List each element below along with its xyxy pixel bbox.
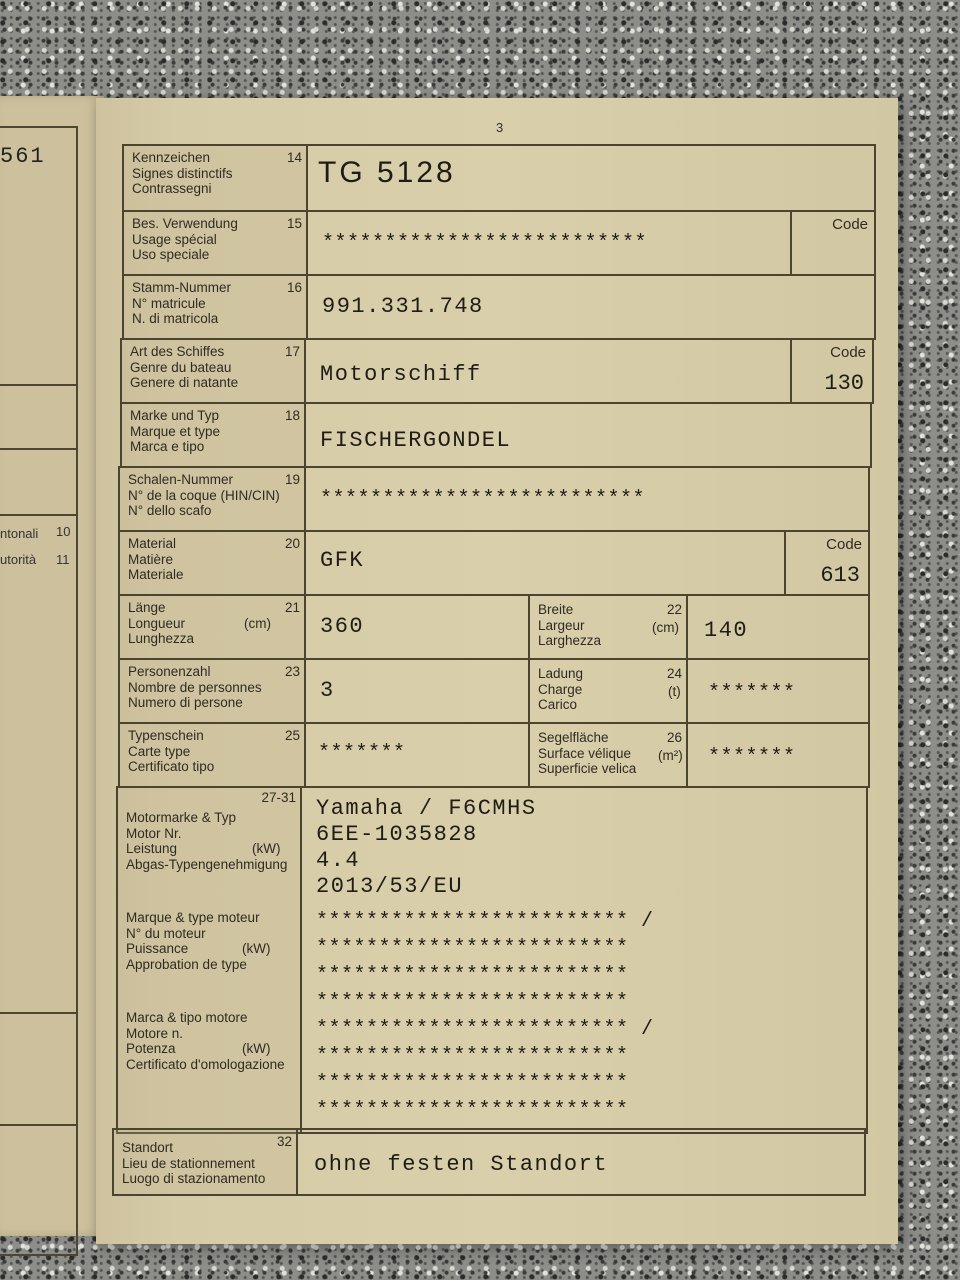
- material-value: GFK: [320, 548, 365, 573]
- divider: [686, 596, 688, 658]
- location-value: ohne festen Standort: [314, 1152, 609, 1177]
- engine-approval-value: 2013/53/EU: [316, 874, 464, 899]
- field-20-row: [118, 530, 870, 596]
- divider: [0, 1124, 78, 1126]
- engine-values: [316, 796, 537, 900]
- divider: [0, 448, 78, 450]
- page-number: 3: [496, 120, 504, 135]
- length-value: 360: [320, 614, 365, 639]
- engine-power-value: 4.4: [316, 848, 361, 873]
- material-code: Code 613: [784, 532, 868, 594]
- make-type-value: FISCHERGONDEL: [320, 428, 512, 453]
- field-26-label: Segelfläche Surface vélique Superficie velica 26 (m²): [538, 730, 683, 776]
- engine-star-lines: ************************* / ************************* ************************* ************************* ************************* / ************************* ************************* *************************: [316, 910, 654, 1122]
- left-page-value: 561: [0, 144, 46, 169]
- divider: [686, 660, 688, 722]
- field-22-label: Breite Largeur Larghezza 22 (cm): [538, 602, 682, 648]
- divider: [686, 724, 688, 786]
- field-14-label: Kennzeichen Signes distinctifs Contrassegni 14: [124, 146, 308, 210]
- master-number-value: 991.331.748: [322, 294, 484, 319]
- divider: [0, 514, 78, 516]
- left-row-label: utorità: [0, 552, 37, 567]
- field-20-label: Material Matière Materiale 20: [120, 532, 306, 594]
- field-19-label: Schalen-Nummer N° de la coque (HIN/CIN) N° dello scafo 19: [120, 468, 306, 530]
- field-25-26-row: [118, 722, 870, 788]
- width-value: 140: [704, 618, 749, 643]
- registration-mark-value: TG 5128: [318, 156, 456, 189]
- field-18-label: Marke und Typ Marque et type Marca e tipo 18: [122, 404, 306, 466]
- field-32-label: Standort Lieu de stationnement Luogo di stazionamento 32: [114, 1130, 298, 1194]
- hull-number-value: **************************: [320, 488, 646, 511]
- field-14-row: [122, 144, 876, 212]
- field-23-24-row: [118, 658, 870, 724]
- left-page: [0, 96, 104, 1236]
- left-row-label: ntonali: [0, 526, 39, 541]
- field-15-row: [122, 210, 876, 276]
- field-32-row: [112, 1128, 866, 1196]
- divider: [0, 384, 78, 386]
- field-15-label: Bes. Verwendung Usage spécial Uso speciale 15: [124, 212, 308, 274]
- divider: [528, 596, 530, 658]
- engine-number-value: 6EE-1035828: [316, 822, 478, 847]
- special-use-code: Code: [790, 212, 874, 274]
- field-21-22-row: [118, 594, 870, 660]
- field-17-label: Art des Schiffes Genre du bateau Genere di natante 17: [122, 340, 306, 402]
- registration-page: [96, 98, 898, 1244]
- type-certificate-value: *******: [318, 742, 406, 765]
- left-page-frame: [0, 126, 78, 1256]
- divider: [528, 724, 530, 786]
- engine-make-type-value: Yamaha / F6CMHS: [316, 796, 537, 821]
- engine-labels: 27-31 Motormarke & Typ Motor Nr. Leistung Abgas-Typengenehmigung (kW) Marque & type moteur N° du moteur Puissance Approbation de type (kW) Marca & tipo motore Motore n. Potenza Certificato d'omologazione (kW): [118, 788, 302, 1132]
- field-17-row: [120, 338, 874, 404]
- vessel-type-code: Code 130: [790, 340, 872, 402]
- field-16-row: [122, 274, 876, 340]
- field-25-label: Typenschein Carte type Certificato tipo 25: [120, 724, 306, 786]
- left-row-number: 11: [56, 552, 70, 567]
- left-row-number: 10: [56, 524, 71, 539]
- field-19-row: [118, 466, 870, 532]
- engine-block: [116, 786, 868, 1134]
- divider: [0, 1012, 78, 1014]
- field-23-label: Personenzahl Nombre de personnes Numero di persone 23: [120, 660, 306, 722]
- divider: [528, 660, 530, 722]
- sail-area-value: *******: [708, 746, 796, 769]
- engine-label-group-de: Motormarke & Typ Motor Nr. Leistung Abgas-Typengenehmigung (kW): [126, 810, 288, 872]
- field-24-label: Ladung Charge Carico 24 (t): [538, 666, 682, 712]
- field-16-label: Stamm-Nummer N° matricule N. di matricola 16: [124, 276, 308, 338]
- vessel-type-value: Motorschiff: [320, 362, 482, 387]
- special-use-value: **************************: [322, 232, 648, 255]
- engine-label-group-fr: Marque & type moteur N° du moteur Puissance Approbation de type (kW): [126, 910, 271, 972]
- field-18-row: [120, 402, 872, 468]
- load-value: *******: [708, 682, 796, 705]
- engine-label-group-it: Marca & tipo motore Motore n. Potenza Certificato d'omologazione (kW): [126, 1010, 285, 1072]
- persons-value: 3: [320, 678, 335, 703]
- field-21-label: Länge Longueur Lunghezza 21 (cm): [120, 596, 306, 658]
